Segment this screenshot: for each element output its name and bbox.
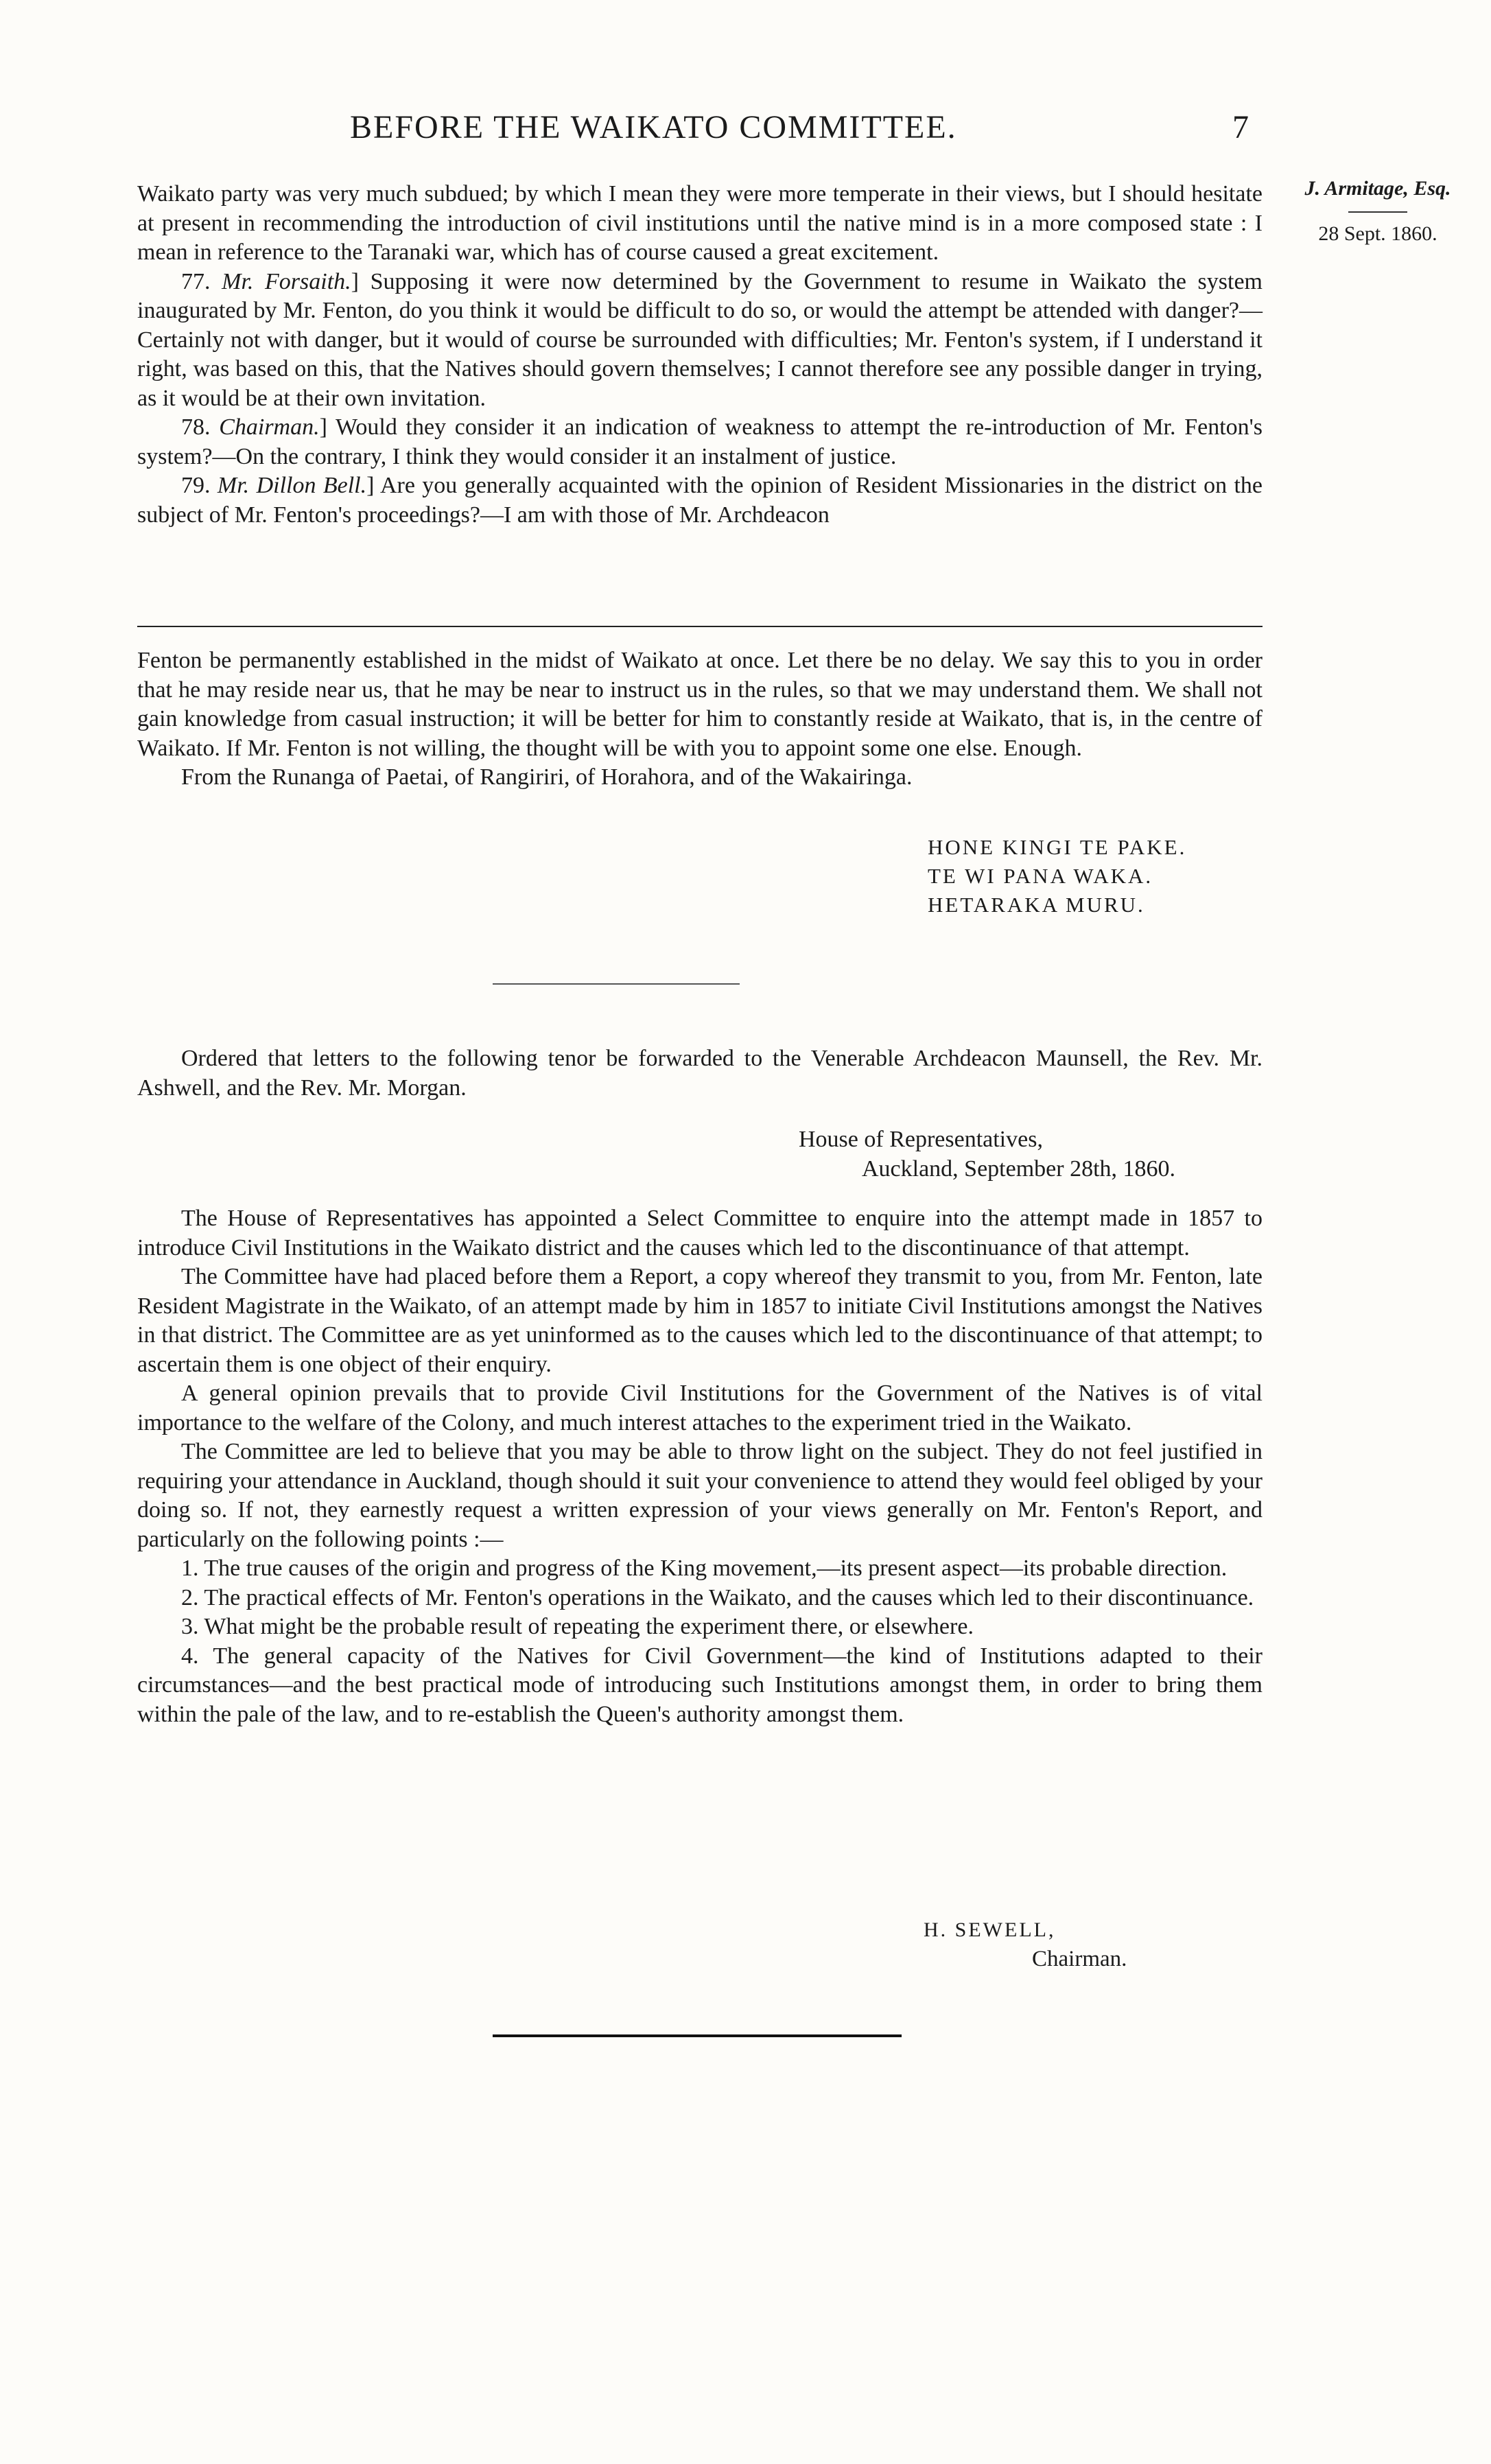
question-text: ] Supposing it were now determined by the Government to resume in Waikato the system inaugurated by Mr. Fenton, do you think it would be difficult to do so, or would the attempt be attended with danger?—Certainly not with danger, but it would of course be surrounded with difficulties; Mr. Fenton's system, if I understand it right, was based on this, that the Natives should govern themselves; I cannot therefore see any possible danger in trying, as it would be at their own invitation. xyxy=(137,268,1263,411)
letter-point: 3. What might be the probable result of repeating the experiment there, or elsewhere. xyxy=(181,1614,974,1639)
question-number: 79. xyxy=(181,473,211,498)
signature-name: H. SEWELL, xyxy=(924,1919,1056,1941)
question-number: 78. xyxy=(181,414,211,440)
question-78 xyxy=(137,413,1263,471)
closing-rule xyxy=(493,2034,902,2037)
letter-point: 4. The general capacity of the Natives for Civil Government—the kind of Institutions adapted to their circumstances—and the best practical mode of introducing such Institutions amongst them, in order to bring them within the pale of the law, and to re-establish the Queen's authority amongst them. xyxy=(137,1643,1263,1727)
address-line: House of Representatives, xyxy=(799,1127,1043,1152)
letter-paragraph: The Committee are led to believe that you may be able to throw light on the subject. They do not feel justified in requiring your attendance in Auckland, though should it suit your convenience to attend they would feel obliged by your doing so. If not, they earnestly request a written expression of your views generally on Mr. Fenton's Report, and particularly on the following points :— xyxy=(137,1439,1263,1552)
running-title: BEFORE THE WAIKATO COMMITTEE. xyxy=(350,109,957,145)
questioner: Mr. Forsaith. xyxy=(222,268,351,294)
letter-paragraph: The House of Representatives has appointed a Select Committee to enquire into the attempt made in 1857 to introduce Civil Institutions in the Waikato district and the causes which led to the discontinuance of that attempt. xyxy=(137,1206,1263,1260)
committee-letter xyxy=(137,1204,1263,1729)
margin-note xyxy=(1275,177,1481,246)
margin-rule xyxy=(1348,211,1407,213)
question-text: ] Are you generally acquainted with the opinion of Resident Missionaries in the district on the subject of Mr. Fenton's proceedings?—I am with those of Mr. Archdeacon xyxy=(137,473,1263,528)
question-text: ] Would they consider it an indication of weakness to attempt the re-introduction of Mr. Fenton's system?—On the contrary, I think they would consider it an instalment of justice. xyxy=(137,414,1263,469)
letter-point: 2. The practical effects of Mr. Fenton's operations in the Waikato, and the causes which led to their discontinuance. xyxy=(181,1584,1254,1610)
signatory: HONE KINGI TE PAKE. xyxy=(928,835,1187,859)
evidence-paragraph: Waikato party was very much subdued; by which I mean they were more temperate in their views, but I should hesitate at present in recommending the introduction of civil institutions until the native mind is in a more composed state : I mean in reference to the Taranaki war, which has of course caused a great excitement. xyxy=(137,181,1263,265)
questioner: Mr. Dillon Bell. xyxy=(217,473,367,498)
address-line: Auckland, September 28th, 1860. xyxy=(862,1155,1176,1182)
order-text: Ordered that letters to the following tenor be forwarded to the Venerable Archdeacon Maunsell, the Rev. Mr. Ashwell, and the Rev. Mr. Morgan. xyxy=(137,1046,1263,1101)
letter-sender: From the Runanga of Paetai, of Rangiriri, of Horahora, and of the Wakairinga. xyxy=(181,764,913,790)
question-77 xyxy=(137,268,1263,414)
signatory-list xyxy=(928,833,1186,919)
short-rule xyxy=(493,983,740,985)
question-79 xyxy=(137,471,1263,530)
order-section xyxy=(137,1044,1263,1103)
signature-title: Chairman. xyxy=(1032,1947,1127,1971)
letter-signature xyxy=(924,1916,1127,1973)
letter-paragraph: A general opinion prevails that to provide Civil Institutions for the Government of the Natives is of vital importance to the welfare of the Colony, and much interest attaches to the experiment tried in the Waikato. xyxy=(137,1381,1263,1435)
letter-paragraph: The Committee have had placed before them a Report, a copy whereof they transmit to you, from Mr. Fenton, late Resident Magistrate in the Waikato, of an attempt made by him in 1857 to initiate Civil Institutions amongst the Natives in that district. The Committee are as yet uninformed as to the causes which led to the discontinuance of that attempt; to ascertain them is one object of their enquiry. xyxy=(137,1264,1263,1377)
letter-address xyxy=(799,1125,1175,1184)
section-divider xyxy=(137,626,1263,627)
witness-name: J. Armitage, Esq. xyxy=(1304,177,1451,200)
letter-paragraph: Fenton be permanently established in the midst of Waikato at once. Let there be no delay. We say this to you in order that he may reside near us, that he may be near to instruct us in the rules, so that we may understand them. We shall not gain knowledge from casual instruction; it will be better for him to constantly reside at Waikato, that is, in the centre of Waikato. If Mr. Fenton is not willing, the thought will be with you to appoint some one else. Enough. xyxy=(137,648,1263,761)
letter-point: 1. The true causes of the origin and progress of the King movement,—its present aspect—its probable direction. xyxy=(181,1556,1228,1581)
runanga-letter xyxy=(137,646,1263,793)
questioner: Chairman. xyxy=(219,414,320,440)
evidence-section xyxy=(137,180,1263,530)
page-number: 7 xyxy=(1232,109,1249,145)
question-number: 77. xyxy=(181,268,211,294)
evidence-date: 28 Sept. 1860. xyxy=(1318,222,1437,245)
page-header xyxy=(0,108,1491,156)
signatory: TE WI PANA WAKA. xyxy=(928,864,1153,888)
signatory: HETARAKA MURU. xyxy=(928,893,1145,917)
